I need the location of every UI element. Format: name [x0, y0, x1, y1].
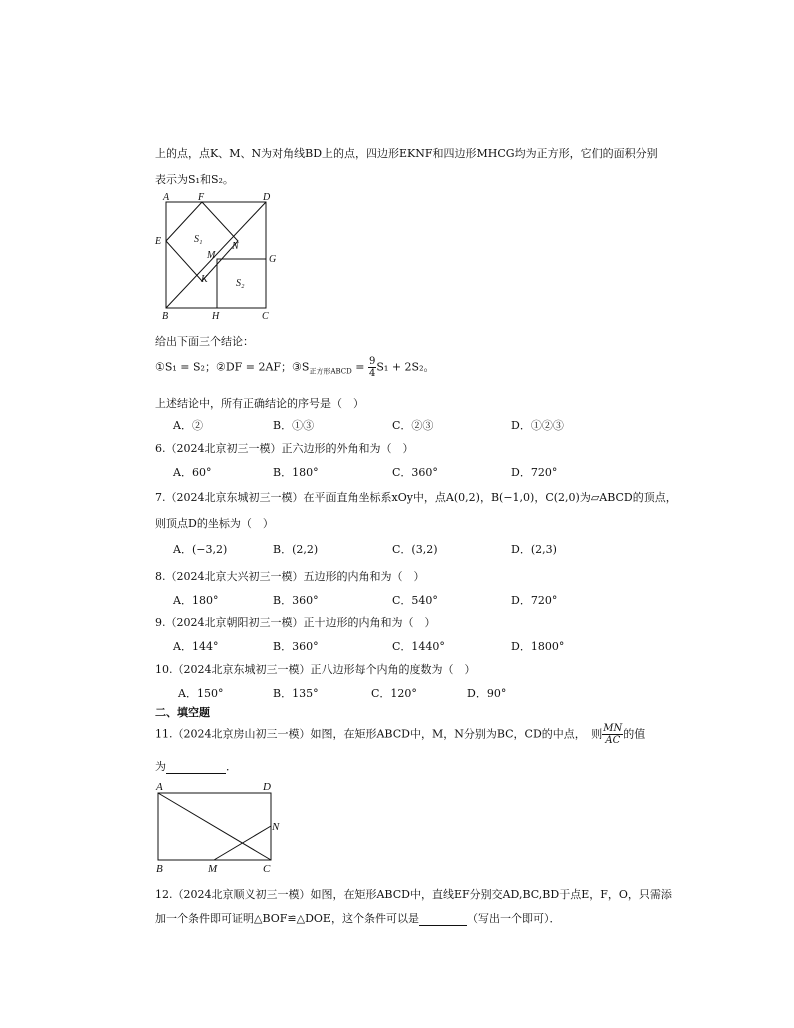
label-N2: N	[272, 821, 280, 833]
label-B: B	[162, 311, 169, 322]
label-A2: A	[156, 781, 163, 793]
q11-stem-text: 11.（2024北京房山初三一模）如图，在矩形ABCD中，M，N分别为BC，CD的中点， 则	[155, 727, 603, 741]
q6-option-a[interactable]: A．60°	[173, 466, 212, 479]
label-S1: S₁	[194, 234, 203, 245]
label-S2: S₂	[236, 278, 245, 289]
q7-stem: 7.（2024北京东城初三一模）在平面直角坐标系xOy中，点A(0,2)，B(−1,0)，C(2,0)为▱ABCD的顶点，	[155, 491, 677, 504]
q9-option-a[interactable]: A．144°	[173, 640, 219, 653]
q5-option-a[interactable]: A．②	[173, 419, 203, 432]
conclusion-text: ①S₁ = S₂；②DF = 2AF；③S	[155, 360, 310, 374]
q11-answer-blank[interactable]	[166, 760, 226, 774]
diagonal-ac	[158, 793, 271, 860]
q11-answer-suffix: ．	[226, 760, 237, 773]
q10-option-c[interactable]: C．120°	[371, 687, 417, 700]
section-title-fill-in: 二、填空题	[155, 706, 210, 719]
q12-stem-2: 加一个条件即可证明△BOF≌△DOE，这个条件可以是	[155, 912, 419, 925]
label-G: G	[269, 254, 277, 265]
q11-answer-prefix: 为	[155, 760, 166, 773]
q11-answer-line	[155, 758, 237, 774]
q10-stem: 10.（2024北京东城初三一模）正八边形每个内角的度数为（ ）	[155, 663, 476, 676]
q8-option-d[interactable]: D．720°	[511, 594, 558, 607]
q12-answer-blank[interactable]	[419, 912, 467, 926]
q8-stem: 8.（2024北京大兴初三一模）五边形的内角和为（ ）	[155, 570, 425, 583]
figure-rectangle-diagram	[150, 778, 290, 878]
q12-stem-end: （写出一个即可）．	[466, 912, 561, 925]
label-M2: M	[208, 863, 218, 875]
q6-option-b[interactable]: B．180°	[273, 466, 319, 479]
conclusion-eq: =	[351, 360, 368, 374]
q10-option-d[interactable]: D．90°	[467, 687, 507, 700]
q7-option-d[interactable]: D．(2,3)	[511, 543, 557, 556]
conclusion-rest: S₁ + 2S₂。	[376, 360, 435, 374]
q11-stem-end: 的值	[623, 727, 646, 741]
q9-option-b[interactable]: B．360°	[273, 640, 319, 653]
q10-option-b[interactable]: B．135°	[273, 687, 319, 700]
label-K: K	[201, 274, 208, 285]
q5-option-c[interactable]: C．②③	[392, 419, 434, 432]
q8-option-a[interactable]: A．180°	[173, 594, 219, 607]
q6-option-d[interactable]: D．720°	[511, 466, 558, 479]
conclusions-intro: 给出下面三个结论：	[155, 335, 254, 348]
q8-option-b[interactable]: B．360°	[273, 594, 319, 607]
q5-stem: 上述结论中，所有正确结论的序号是（ ）	[155, 397, 364, 410]
q12-answer-line	[155, 910, 560, 926]
label-N: N	[232, 241, 239, 252]
fraction-ac: AC	[605, 735, 621, 746]
conclusion-subscript: 正方形ABCD	[309, 367, 352, 376]
label-H: H	[212, 311, 220, 322]
q6-option-c[interactable]: C．360°	[392, 466, 438, 479]
fraction-den: 4	[369, 368, 376, 379]
label-C2: C	[263, 863, 271, 875]
label-B2: B	[156, 863, 163, 875]
fraction-mn-ac	[602, 723, 623, 746]
fraction-num: 9	[369, 356, 376, 367]
conclusions-line	[155, 356, 434, 379]
q5-option-d[interactable]: D．①②③	[511, 419, 564, 432]
intro-line-2: 表示为S₁和S₂。	[155, 173, 234, 186]
label-A: A	[163, 193, 170, 203]
q7-option-b[interactable]: B．(2,2)	[273, 543, 319, 556]
q9-stem: 9.（2024北京朝阳初三一模）正十边形的内角和为（ ）	[155, 616, 436, 629]
q11-stem	[155, 723, 645, 746]
q9-option-c[interactable]: C．1440°	[392, 640, 445, 653]
q6-stem: 6.（2024北京初三一模）正六边形的外角和为（ ）	[155, 442, 414, 455]
label-F: F	[198, 193, 205, 203]
q7-option-c[interactable]: C．(3,2)	[392, 543, 438, 556]
q9-option-d[interactable]: D．1800°	[511, 640, 565, 653]
label-C: C	[262, 311, 269, 322]
q5-option-b[interactable]: B．①③	[273, 419, 315, 432]
q7-option-a[interactable]: A．(−3,2)	[173, 543, 228, 556]
label-E: E	[155, 236, 162, 247]
intro-line-1: 上的点，点K、M、N为对角线BD上的点，四边形EKNF和四边形MHCG均为正方形，它们的面积分别	[155, 147, 658, 160]
fraction-mn: MN	[603, 723, 623, 734]
q7-stem-2: 则顶点D的坐标为（ ）	[155, 517, 274, 530]
q8-option-c[interactable]: C．540°	[392, 594, 438, 607]
q12-stem: 12.（2024北京顺义初三一模）如图，在矩形ABCD中，直线EF分别交AD,BC,BD于点E，F，O，只需添	[155, 888, 672, 901]
label-D: D	[263, 193, 271, 203]
label-D2: D	[263, 781, 271, 793]
q10-option-a[interactable]: A．150°	[178, 687, 224, 700]
label-M: M	[207, 250, 216, 261]
figure-square-diagram	[150, 193, 285, 323]
